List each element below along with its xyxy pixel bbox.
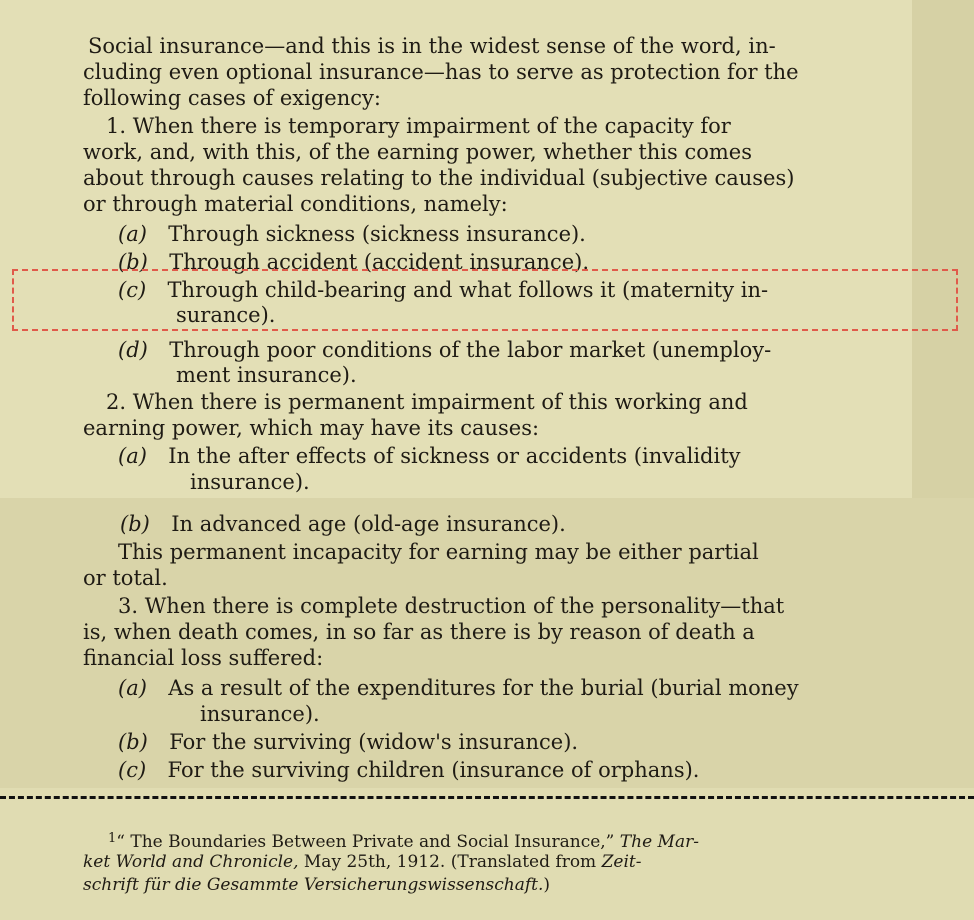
intro-line-1: Social insurance—and this is in the widest sense of the word, in- (88, 34, 776, 58)
list-item-continuation: ment insurance). (176, 363, 357, 387)
section2-line-1: 2. When there is permanent impairment of this working and (106, 390, 748, 414)
footnote-journal-italic: Zeit- (601, 852, 642, 872)
list-item-text: In the after effects of sickness or accidents (invalidity (168, 444, 741, 468)
list-item-label: (d) (118, 338, 148, 362)
list-item-label: (b) (118, 730, 148, 754)
list-item-label: (a) (118, 676, 147, 700)
list-item-text: In advanced age (old-age insurance). (171, 512, 566, 536)
intro-line-3: following cases of exigency: (83, 86, 381, 110)
section1-line-2: work, and, with this, of the earning power, whether this comes (83, 140, 752, 164)
list-item-continuation: insurance). (190, 470, 310, 494)
list-item-label: (a) (118, 444, 147, 468)
list-item (120, 511, 566, 537)
list-item (118, 675, 799, 701)
footnote-marker: 1 (108, 831, 117, 846)
list-item (118, 221, 586, 247)
footnote-journal-italic: schrift für die Gesammte Versicherungswissenschaft. (83, 875, 544, 895)
list-item-text: Through poor conditions of the labor market (unemploy- (169, 338, 772, 362)
section2-note-line-1: This permanent incapacity for earning may be either partial (118, 540, 759, 564)
list-item-label: (c) (118, 758, 147, 782)
list-item-text: As a result of the expenditures for the burial (burial money (168, 676, 799, 700)
list-item-text: For the surviving children (insurance of orphans). (167, 758, 700, 782)
list-item-label: (b) (118, 250, 148, 274)
section2-line-2: earning power, which may have its causes: (83, 416, 540, 440)
list-item-continuation: surance). (176, 303, 276, 327)
intro-line-2: cluding even optional insurance—has to serve as protection for the (83, 60, 799, 84)
footnote-date-text: May 25th, 1912. (Translated from (298, 852, 602, 872)
footnote-separator-dashed (0, 796, 974, 799)
list-item (118, 757, 699, 783)
footnote-title-text: “ The Boundaries Between Private and Social Insurance,” (116, 832, 620, 852)
footnote-line-2 (83, 851, 641, 873)
list-item-label: (b) (120, 512, 150, 536)
section3-line-1: 3. When there is complete destruction of the personality—that (118, 594, 785, 618)
footnote-line-3 (83, 874, 550, 896)
list-item (118, 337, 771, 363)
list-item-text: Through accident (accident insurance). (169, 250, 590, 274)
section1-line-3: about through causes relating to the individual (subjective causes) (83, 166, 795, 190)
list-item-text: Through child-bearing and what follows it (maternity in- (167, 278, 769, 302)
list-item-continuation: insurance). (200, 702, 320, 726)
section1-line-4: or through material conditions, namely: (83, 192, 508, 216)
list-item-text: Through sickness (sickness insurance). (168, 222, 586, 246)
paper-band-right (912, 0, 974, 498)
footnote-source-italic: ket World and Chronicle, (83, 852, 299, 872)
footnote-source-italic: The Mar- (619, 832, 699, 852)
list-item (118, 443, 741, 469)
section2-note-line-2: or total. (83, 566, 168, 590)
list-item-text: For the surviving (widow's insurance). (169, 730, 579, 754)
section1-line-1: 1. When there is temporary impairment of the capacity for (106, 114, 731, 138)
list-item-label: (c) (118, 278, 147, 302)
footnote-line-1 (108, 828, 699, 853)
highlight-region-box (12, 269, 958, 331)
footnote-close-paren: ) (543, 875, 551, 895)
list-item-label: (a) (118, 222, 147, 246)
section3-line-3: financial loss suffered: (83, 646, 324, 670)
section3-line-2: is, when death comes, in so far as there is by reason of death a (83, 620, 755, 644)
list-item (118, 729, 578, 755)
